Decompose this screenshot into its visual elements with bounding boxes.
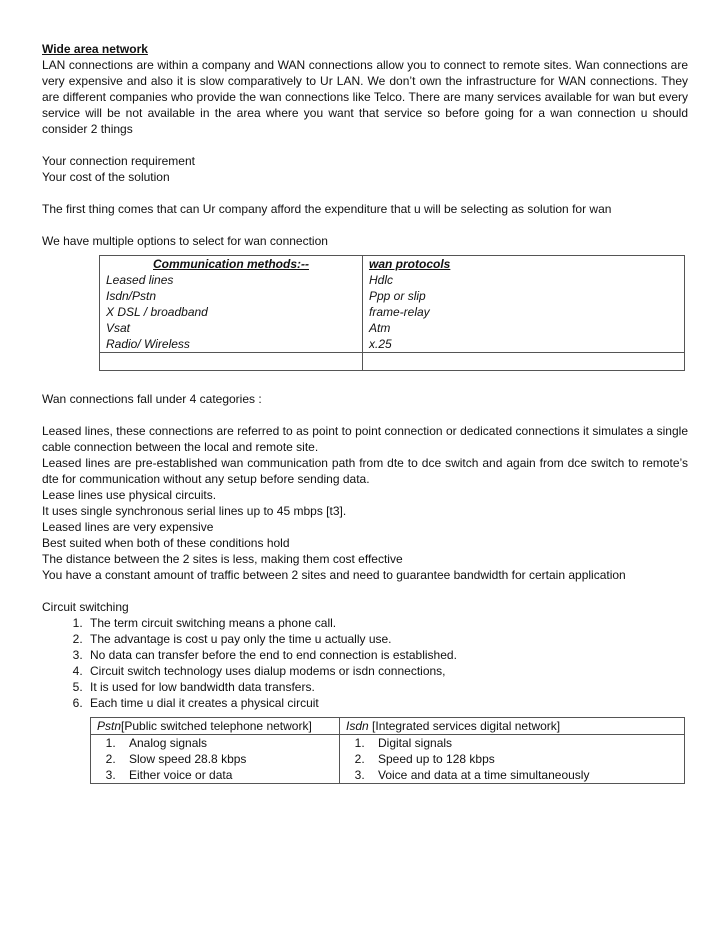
header-methods-cell — [100, 256, 363, 273]
leased-line-text: Lease lines use physical circuits. — [42, 488, 217, 502]
protocol-cell: x.25 — [363, 336, 685, 353]
protocol-cell: frame-relay — [363, 304, 685, 320]
pstn-list-cell — [91, 735, 340, 784]
header-protocols: wan protocols — [369, 257, 451, 271]
method-cell: Isdn/Pstn — [100, 288, 363, 304]
list-item: 2. The advantage is cost u pay only the time u actually use. — [86, 631, 688, 647]
isdn-list-cell — [340, 735, 685, 784]
thing-2: Your cost of the solution — [42, 170, 170, 184]
leased-line-text: Leased lines, these connections are referred to as point to point connection or dedicated connections it simulates a single cable connection between the local and remote site. — [42, 424, 688, 454]
thing-1: Your connection requirement — [42, 154, 195, 168]
table-empty-row — [100, 353, 685, 371]
empty-cell — [100, 353, 363, 371]
method-cell: Vsat — [100, 320, 363, 336]
leased-line-text: Leased lines are very expensive — [42, 520, 214, 534]
pstn-header-cell — [91, 718, 340, 735]
empty-cell — [363, 353, 685, 371]
leased-line-text: Leased lines are pre-established wan communication path from dte to dce switch and again from dce switch to remote’s dte for communication without any setup before sending data. — [42, 456, 688, 486]
header-protocols-cell — [363, 256, 685, 273]
options-intro: We have multiple options to select for wan connection — [42, 234, 328, 248]
page-title: Wide area network — [42, 42, 148, 56]
list-item: 3. Either voice or data — [119, 767, 333, 783]
list-item: 6. Each time u dial it creates a physical circuit — [86, 695, 688, 711]
protocol-cell: Atm — [363, 320, 685, 336]
pstn-isdn-table — [90, 717, 685, 784]
leased-line-text: The distance between the 2 sites is less, making them cost effective — [42, 552, 403, 566]
list-item: 3. Voice and data at a time simultaneously — [368, 767, 678, 783]
table-header-row — [91, 718, 685, 735]
list-item: 1. Digital signals — [368, 735, 678, 751]
table-row — [100, 272, 685, 288]
pstn-full: [Public switched telephone network] — [121, 719, 312, 733]
method-cell: X DSL / broadband — [100, 304, 363, 320]
list-item: 2. Speed up to 128 kbps — [368, 751, 678, 767]
table-row — [91, 735, 685, 784]
table-row — [100, 288, 685, 304]
document-page — [42, 41, 688, 784]
list-item: 1. Analog signals — [119, 735, 333, 751]
list-item: 1. The term circuit switching means a phone call. — [86, 615, 688, 631]
methods-table — [99, 255, 685, 371]
isdn-full: [Integrated services digital network] — [368, 719, 561, 733]
table-row — [100, 304, 685, 320]
isdn-header-cell — [340, 718, 685, 735]
table-row — [100, 336, 685, 353]
circuit-switching-list — [42, 615, 688, 711]
list-item: 3. No data can transfer before the end to end connection is established. — [86, 647, 688, 663]
leased-line-text: You have a constant amount of traffic between 2 sites and need to guarantee bandwidth for certain application — [42, 568, 626, 582]
table-header-row — [100, 256, 685, 273]
list-item: 2. Slow speed 28.8 kbps — [119, 751, 333, 767]
header-methods: Communication methods:-- — [153, 257, 309, 271]
intro-paragraph: LAN connections are within a company and WAN connections allow you to connect to remote sites. Wan connections are very expensive and also it is slow comparatively to Ur LAN. We don’t own the infrastructure for WAN connections. They are different companies who provide the wan connections like Telco. There are many services available for wan but every service will be not available in the area where you want that service so before going for a wan connection u should consider 2 things — [42, 58, 688, 136]
list-item: 4. Circuit switch technology uses dialup modems or isdn connections, — [86, 663, 688, 679]
circuit-switching-title: Circuit switching — [42, 600, 129, 614]
table-row — [100, 320, 685, 336]
first-thing-text: The first thing comes that can Ur company afford the expenditure that u will be selecting as solution for wan — [42, 202, 612, 216]
leased-line-text: Best suited when both of these conditions hold — [42, 536, 290, 550]
pstn-abbr: Pstn — [97, 719, 122, 733]
isdn-abbr: Isdn — [346, 719, 369, 733]
protocol-cell: Ppp or slip — [363, 288, 685, 304]
method-cell: Radio/ Wireless — [100, 336, 363, 353]
method-cell: Leased lines — [100, 272, 363, 288]
isdn-list — [346, 735, 678, 783]
pstn-list — [97, 735, 333, 783]
categories-intro: Wan connections fall under 4 categories : — [42, 392, 262, 406]
leased-line-text: It uses single synchronous serial lines up to 45 mbps [t3]. — [42, 504, 347, 518]
list-item: 5. It is used for low bandwidth data transfers. — [86, 679, 688, 695]
protocol-cell: Hdlc — [363, 272, 685, 288]
